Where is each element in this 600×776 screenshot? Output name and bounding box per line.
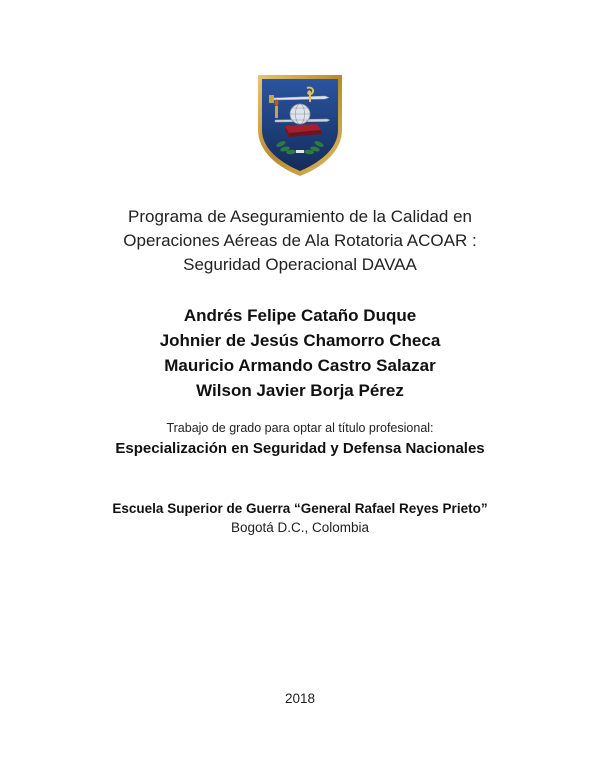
torch-icon bbox=[275, 99, 279, 118]
institution-name: Escuela Superior de Guerra “General Rafael Reyes Prieto” bbox=[112, 501, 488, 516]
globe-icon bbox=[290, 104, 310, 124]
degree-intro: Trabajo de grado para optar al título profesional: bbox=[166, 421, 434, 435]
author-name: Wilson Javier Borja Pérez bbox=[196, 381, 404, 400]
title-line-3: Seguridad Operacional DAVAA bbox=[183, 255, 417, 274]
degree-name: Especialización en Seguridad y Defensa Nacionales bbox=[115, 440, 485, 457]
publication-year: 2018 bbox=[284, 691, 316, 706]
authors-list bbox=[0, 303, 600, 403]
author-name: Johnier de Jesús Chamorro Checa bbox=[159, 331, 441, 350]
title-line-1: Programa de Aseguramiento de la Calidad en bbox=[128, 207, 472, 226]
institution-city: Bogotá D.C., Colombia bbox=[230, 520, 370, 535]
document-title bbox=[0, 205, 600, 277]
title-line-2: Operaciones Aéreas de Ala Rotatoria ACOAR : bbox=[123, 231, 477, 250]
military-shield-emblem-icon bbox=[255, 72, 345, 178]
author-name: Andrés Felipe Cataño Duque bbox=[183, 306, 417, 325]
author-name: Mauricio Armando Castro Salazar bbox=[164, 356, 436, 375]
